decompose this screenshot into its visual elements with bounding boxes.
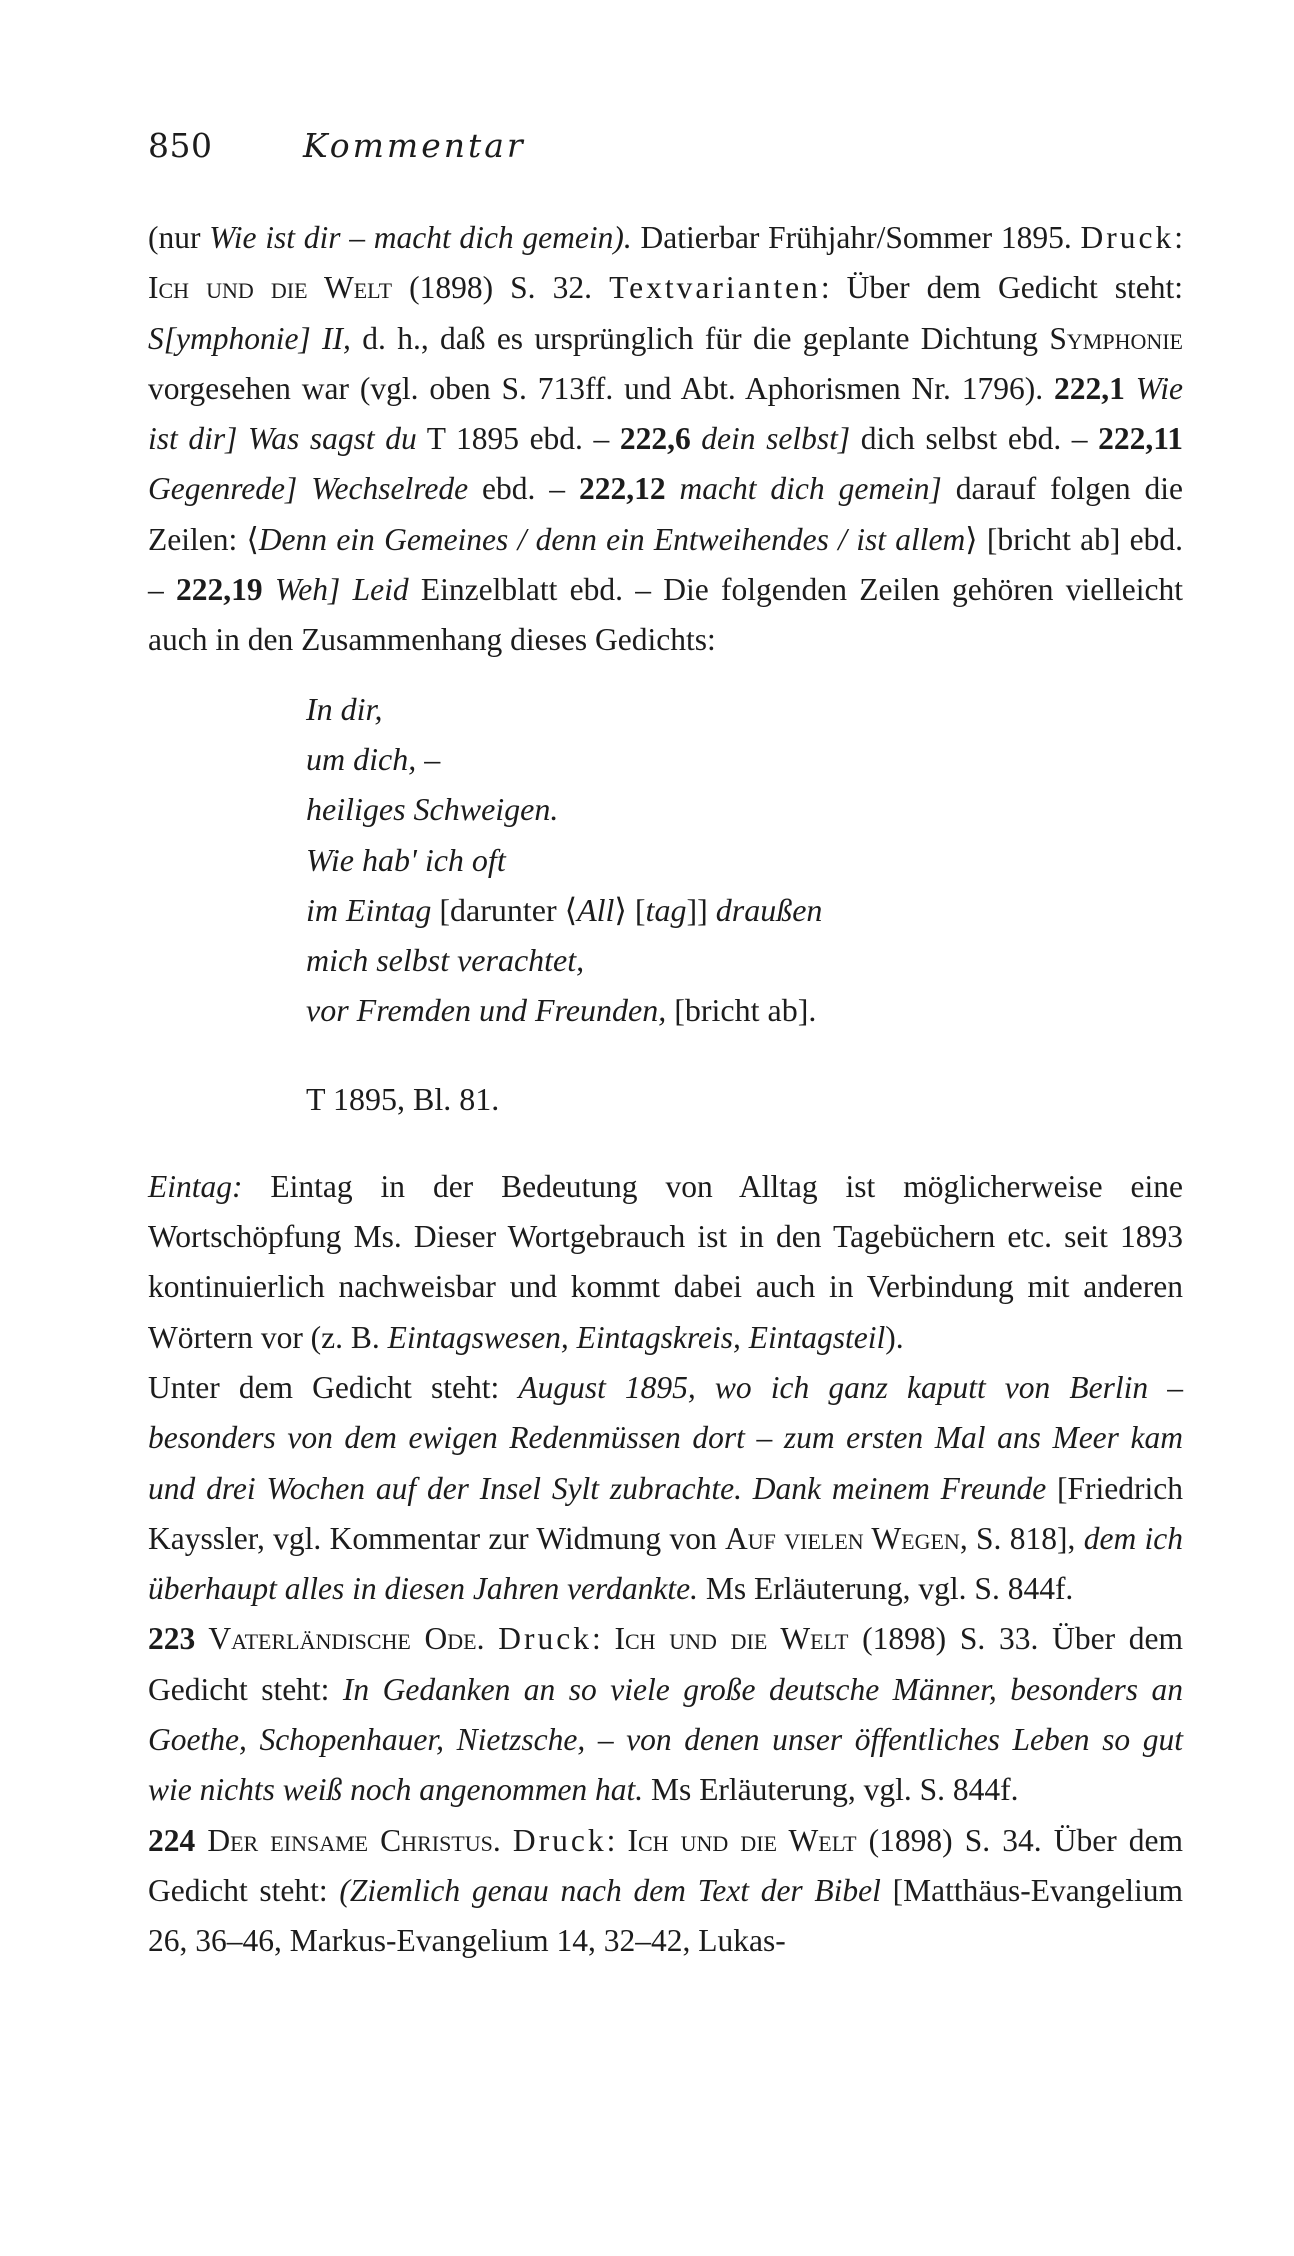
poem-title: Der einsame Christus xyxy=(195,1822,493,1858)
work-title: Auf vielen Wegen xyxy=(725,1520,960,1556)
line-reference: 222,6 xyxy=(619,421,691,457)
lemma: Weh] xyxy=(262,572,341,608)
quote: In Gedanken an so viele große deutsche Männer, besonders an Goethe, Schopenhauer, Nietzsche, – von denen unser öffentliches Leben so gut wie nichts weiß noch angenommen hat. xyxy=(148,1671,1183,1808)
quote: S[ymphonie] II, xyxy=(148,320,351,356)
line-reference: 222,1 xyxy=(1053,370,1125,406)
poem-line xyxy=(306,885,1183,935)
poem-line xyxy=(306,684,1183,734)
work-title: Symphonie xyxy=(1049,320,1183,356)
poem-text: mich selbst verachtet, xyxy=(306,942,585,979)
poem-line xyxy=(306,935,1183,985)
poem-text: All xyxy=(577,891,615,928)
line-reference: 222,19 xyxy=(176,572,263,608)
work-title: Ich und die Welt xyxy=(627,1822,857,1858)
text: darauf folgen die Zeilen: ⟨ xyxy=(148,471,1184,557)
commentary-paragraph-note xyxy=(148,1363,1183,1614)
quote: dem ich überhaupt alles in diesen Jahren verdankte. xyxy=(148,1520,1184,1607)
poem-line xyxy=(306,734,1183,784)
variant: Denn ein Gemeines / denn ein Entweihendes / ist allem xyxy=(258,521,966,557)
text: d. h., daß es ursprünglich für die geplante Dichtung xyxy=(350,320,1050,356)
text: : xyxy=(1174,220,1183,255)
text: Ms Erläuterung, vgl. S. 844f. xyxy=(643,1772,1019,1808)
variant: Leid xyxy=(340,572,409,608)
text: . xyxy=(476,1621,499,1657)
editorial-note: [darunter ⟨ xyxy=(431,891,578,928)
text: dich selbst ebd. – xyxy=(850,421,1099,457)
commentary-paragraph-eintag xyxy=(148,1162,1183,1363)
text: , S. 818], xyxy=(959,1520,1084,1556)
work-title: Ich und die Welt xyxy=(148,270,393,306)
poem-number: 223 xyxy=(148,1621,196,1657)
commentary-paragraph-223 xyxy=(148,1614,1183,1815)
text: : xyxy=(591,1621,615,1657)
lemma: macht dich gemein] xyxy=(665,471,942,507)
editorial-note: [bricht ab]. xyxy=(666,992,817,1029)
text: (nur xyxy=(148,220,210,255)
lemma: Eintag: xyxy=(148,1168,243,1204)
poem-text: um dich, – xyxy=(306,740,441,777)
poem-text: heiliges Schweigen. xyxy=(306,791,559,828)
poem-text: im Eintag xyxy=(306,891,432,928)
text: Unter dem Gedicht steht: xyxy=(148,1369,519,1405)
quote: Eintagswesen, Eintagskreis, Eintagsteil xyxy=(387,1319,886,1355)
quote: (Ziemlich genau nach dem Text der Bibel xyxy=(339,1872,881,1908)
work-title: Ich und die Welt xyxy=(614,1621,849,1657)
poem-text: In dir, xyxy=(306,690,383,727)
text: [Matthäus-Evangelium 26, 36–46, Markus-Evangelium 14, 32–42, Lukas- xyxy=(148,1872,1184,1959)
text: : xyxy=(606,1822,628,1858)
poem-title: Vaterländische Ode xyxy=(195,1621,477,1657)
text: Ms Erläuterung, vgl. S. 844f. xyxy=(697,1571,1074,1607)
poem-number: 224 xyxy=(148,1822,196,1858)
variant: Was sagst du xyxy=(237,421,417,457)
editorial-note: ]] xyxy=(686,891,716,928)
text: (1898) S. 33. Über dem Gedicht steht: xyxy=(148,1621,1184,1707)
poem-line xyxy=(306,835,1183,885)
poem-text: vor Fremden und Freunden, xyxy=(306,992,667,1029)
text: vorgesehen war (vgl. oben S. 713ff. und Abt. Aphorismen Nr. 1796). xyxy=(148,370,1054,406)
lemma: dein selbst] xyxy=(690,421,851,457)
poem-text: Wie hab' ich oft xyxy=(306,841,506,878)
commentary-paragraph-222 xyxy=(148,213,1183,666)
print-label: Druck xyxy=(498,1621,592,1657)
poem-fragment xyxy=(306,684,1183,1036)
text: . xyxy=(492,1822,513,1858)
source-reference: T 1895, Bl. 81. xyxy=(306,1080,500,1117)
text: Eintag in der Bedeutung von Alltag ist möglicherweise eine Wortschöpfung Ms. Dieser Wortgebrauch ist in den Tagebüchern etc. seit 1893 kontinuierlich nachweisbar und kommt dabei auch in Verbindung mit anderen Wörtern vor (z. B. xyxy=(148,1168,1183,1355)
poem-text: draußen xyxy=(715,891,823,928)
poem-line xyxy=(306,985,1183,1035)
poem-text: tag xyxy=(645,891,687,928)
text: Datierbar Frühjahr/Sommer 1895. xyxy=(631,220,1081,255)
commentary-body xyxy=(148,213,1183,1967)
text: ebd. – xyxy=(468,471,579,507)
editorial-note: ⟩ [ xyxy=(614,891,646,928)
text: [Friedrich Kayssler, vgl. Kommentar zur Widmung von xyxy=(148,1470,1183,1556)
text: ⟩ [bricht ab] ebd. – xyxy=(148,521,1183,608)
page-header xyxy=(148,126,526,176)
variant: Wechselrede xyxy=(297,471,469,507)
quote: Wie ist dir – macht dich gemein). xyxy=(209,220,632,255)
text: Einzelblatt ebd. – Die folgenden Zeilen gehören vielleicht auch in den Zusammenhang dieses Gedichts: xyxy=(148,572,1183,658)
lemma: Wie ist dir] xyxy=(148,370,1183,457)
commentary-paragraph-224 xyxy=(148,1816,1183,1967)
text: ). xyxy=(885,1319,904,1355)
print-label: Druck xyxy=(1080,220,1175,255)
poem-line xyxy=(306,784,1183,834)
page-number: 850 xyxy=(148,126,213,165)
running-title: Kommentar xyxy=(303,126,526,165)
text: T 1895 ebd. – xyxy=(416,421,620,457)
line-reference: 222,11 xyxy=(1098,421,1183,457)
text: (1898) S. 32. xyxy=(392,270,610,306)
quote: August 1895, wo ich ganz kaputt von Berlin – besonders von dem ewigen Redenmüssen dort – zum ersten Mal ans Meer kam und drei Wochen auf der Insel Sylt zubrachte. Dank meinem Freunde xyxy=(148,1369,1183,1506)
variants-label: Textvarianten xyxy=(609,270,821,306)
text: : Über dem Gedicht steht: xyxy=(820,270,1184,306)
print-label: Druck xyxy=(512,1822,607,1858)
lemma: Gegenrede] xyxy=(148,471,298,507)
text: (1898) S. 34. Über dem Gedicht steht: xyxy=(148,1822,1184,1908)
line-reference: 222,12 xyxy=(578,471,666,507)
